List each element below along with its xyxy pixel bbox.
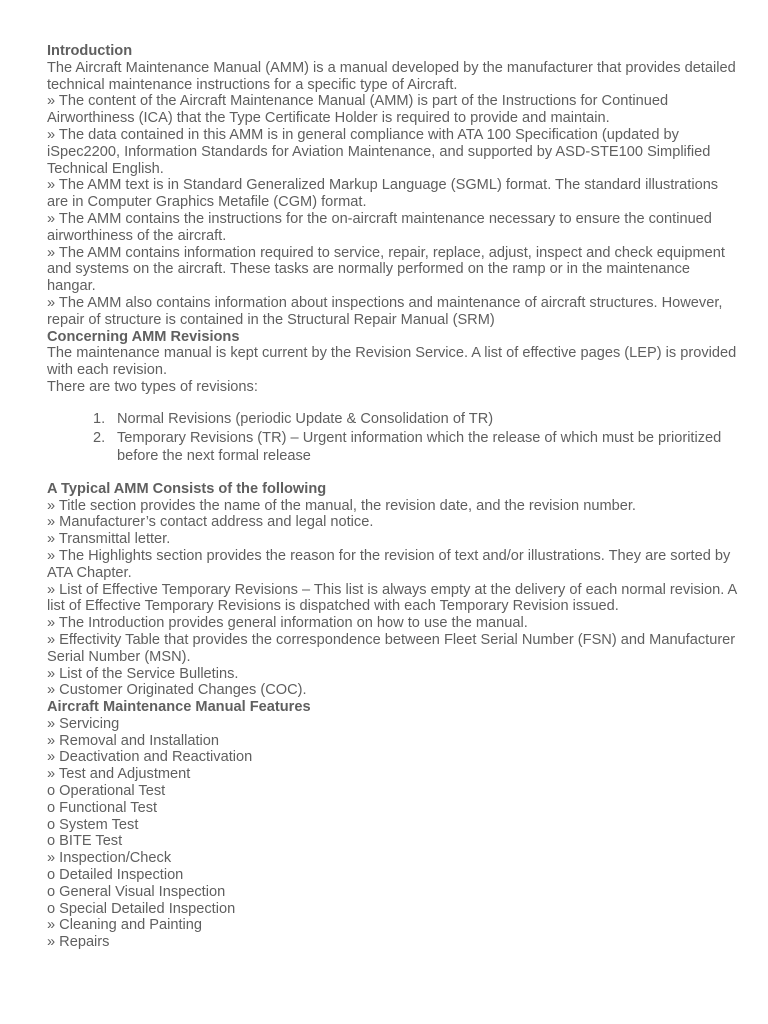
section-heading-features: Aircraft Maintenance Manual Features bbox=[47, 699, 311, 716]
list-item: o Detailed Inspection bbox=[47, 867, 184, 884]
list-item: » Customer Originated Changes (COC). bbox=[47, 682, 307, 699]
paragraph: » The data contained in this AMM is in general compliance with ATA 100 Specification (updated by iSpec2200, Information Standards for Aviation Maintenance, and supported by ASD-STE100 Simplified Technical English. bbox=[47, 126, 711, 177]
paragraph: The maintenance manual is kept current by the Revision Service. A list of effective pages (LEP) is provided with each revision. bbox=[47, 345, 737, 379]
list-item: o General Visual Inspection bbox=[47, 883, 226, 900]
list-item: » Test and Adjustment bbox=[47, 766, 191, 783]
list-item bbox=[47, 429, 737, 465]
document-body bbox=[47, 43, 737, 951]
list-item: » Effectivity Table that provides the correspondence between Fleet Serial Number (FSN) and Manufacturer Serial Number (MSN). bbox=[47, 631, 736, 665]
list-item-text: Normal Revisions (periodic Update & Consolidation of TR) bbox=[117, 410, 494, 427]
list-item-number: 2. bbox=[93, 429, 106, 446]
paragraph: » The AMM contains the instructions for the on-aircraft maintenance necessary to ensure the continued airworthiness of the aircraft. bbox=[47, 210, 712, 244]
section-heading-introduction: Introduction bbox=[47, 43, 133, 59]
list-item: » The Highlights section provides the reason for the revision of text and/or illustrations. They are sorted by ATA Chapter. bbox=[47, 547, 731, 581]
list-item bbox=[47, 410, 737, 428]
list-item: » Removal and Installation bbox=[47, 732, 219, 749]
list-item: o Functional Test bbox=[47, 799, 158, 816]
list-item: » Title section provides the name of the manual, the revision date, and the revision number. bbox=[47, 497, 636, 514]
list-item: » The Introduction provides general information on how to use the manual. bbox=[47, 615, 528, 632]
list-item: » Servicing bbox=[47, 715, 120, 732]
paragraph: » The AMM contains information required to service, repair, replace, adjust, inspect and check equipment and systems on the aircraft. These tasks are normally performed on the ramp or in the maintenance hangar. bbox=[47, 244, 725, 295]
list-item: » Inspection/Check bbox=[47, 850, 172, 867]
list-item: » Repairs bbox=[47, 934, 110, 951]
list-item: » Transmittal letter. bbox=[47, 531, 171, 548]
paragraph: The Aircraft Maintenance Manual (AMM) is a manual developed by the manufacturer that provides detailed technical maintenance instructions for a specific type of Aircraft. bbox=[47, 59, 736, 93]
paragraph: » The AMM also contains information about inspections and maintenance of aircraft structures. However, repair of structure is contained in the Structural Repair Manual (SRM) bbox=[47, 294, 723, 328]
list-item: » Manufacturer’s contact address and legal notice. bbox=[47, 514, 374, 531]
paragraph: » The content of the Aircraft Maintenance Manual (AMM) is part of the Instructions for Continued Airworthiness (ICA) that the Type Certificate Holder is required to provide and maintain. bbox=[47, 93, 669, 127]
list-item: » Cleaning and Painting bbox=[47, 917, 202, 934]
list-item: o BITE Test bbox=[47, 833, 123, 850]
paragraph: There are two types of revisions: bbox=[47, 378, 258, 395]
list-item-number: 1. bbox=[93, 410, 106, 427]
section-heading-revisions: Concerning AMM Revisions bbox=[47, 328, 240, 345]
list-item: » List of the Service Bulletins. bbox=[47, 665, 239, 682]
list-item: » List of Effective Temporary Revisions – This list is always empty at the delivery of each normal revision. A list of Effective Temporary Revisions is dispatched with each Temporary Revision issued. bbox=[47, 581, 737, 615]
paragraph: » The AMM text is in Standard Generalized Markup Language (SGML) format. The standard illustrations are in Computer Graphics Metafile (CGM) format. bbox=[47, 177, 719, 211]
list-item: o System Test bbox=[47, 816, 139, 833]
list-item: » Deactivation and Reactivation bbox=[47, 749, 253, 766]
list-item: o Operational Test bbox=[47, 783, 166, 800]
section-heading-typical-amm: A Typical AMM Consists of the following bbox=[47, 480, 327, 497]
list-item: o Special Detailed Inspection bbox=[47, 900, 236, 917]
list-item-text: Temporary Revisions (TR) – Urgent information which the release of which must be prioritized before the next formal release bbox=[117, 429, 722, 464]
revision-types-list bbox=[47, 410, 737, 465]
